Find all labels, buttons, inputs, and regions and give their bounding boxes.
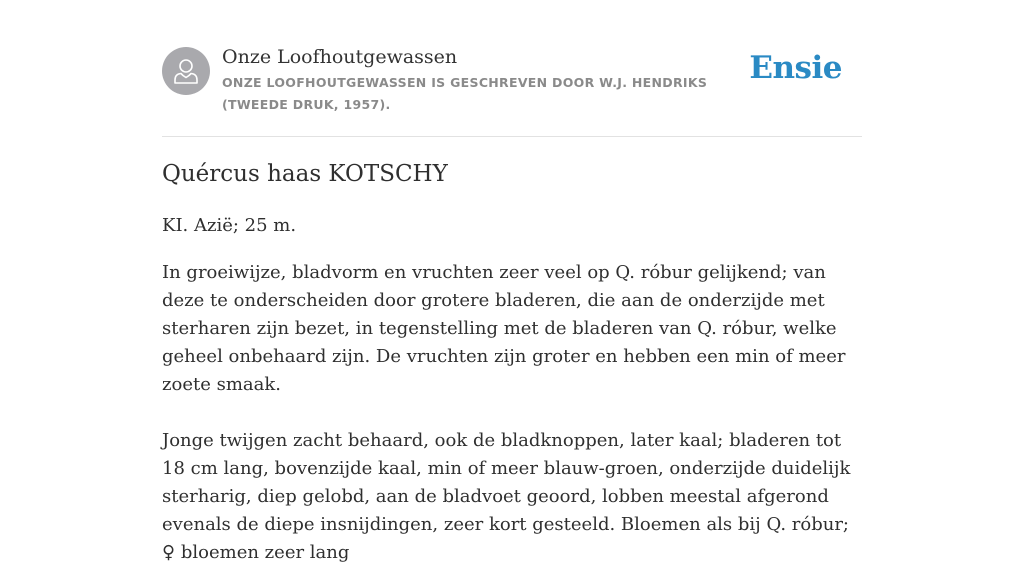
book-subtitle: ONZE LOOFHOUTGEWASSEN IS GESCHREVEN DOOR W.J. HENDRIKS (TWEEDE DRUK, 1957). — [222, 75, 708, 112]
book-header — [162, 44, 862, 137]
article — [162, 158, 862, 567]
article-paragraph: In groeiwijze, bladvorm en vruchten zeer veel op Q. róbur gelijkend; van deze te onderscheiden door grotere bladeren, die aan de onderzijde met sterharen zijn bezet, in tegenstelling met de bladeren van Q. róbur, welke geheel onbehaard zijn. De vruchten zijn groter en hebben een min of meer zoete smaak. — [162, 262, 846, 395]
brand-logo[interactable]: Ensie — [749, 50, 842, 86]
book-title[interactable]: Onze Loofhoutgewassen — [222, 46, 458, 68]
article-paragraph: KI. Azië; 25 m. — [162, 215, 297, 236]
user-silhouette-icon — [162, 47, 210, 95]
article-paragraph: Jonge twijgen zacht behaard, ook de bladknoppen, later kaal; bladeren tot 18 cm lang, bovenzijde kaal, min of meer blauw-groen, onderzijde duidelijk sterharig, diep gelobd, aan de bladvoet geoord, lobben meestal afgerond evenals de diepe insnijdingen, zeer kort gesteeld. Bloemen als bij Q. róbur; ♀ bloemen zeer lang — [162, 430, 851, 563]
article-title: Quércus haas KOTSCHY — [162, 161, 448, 187]
